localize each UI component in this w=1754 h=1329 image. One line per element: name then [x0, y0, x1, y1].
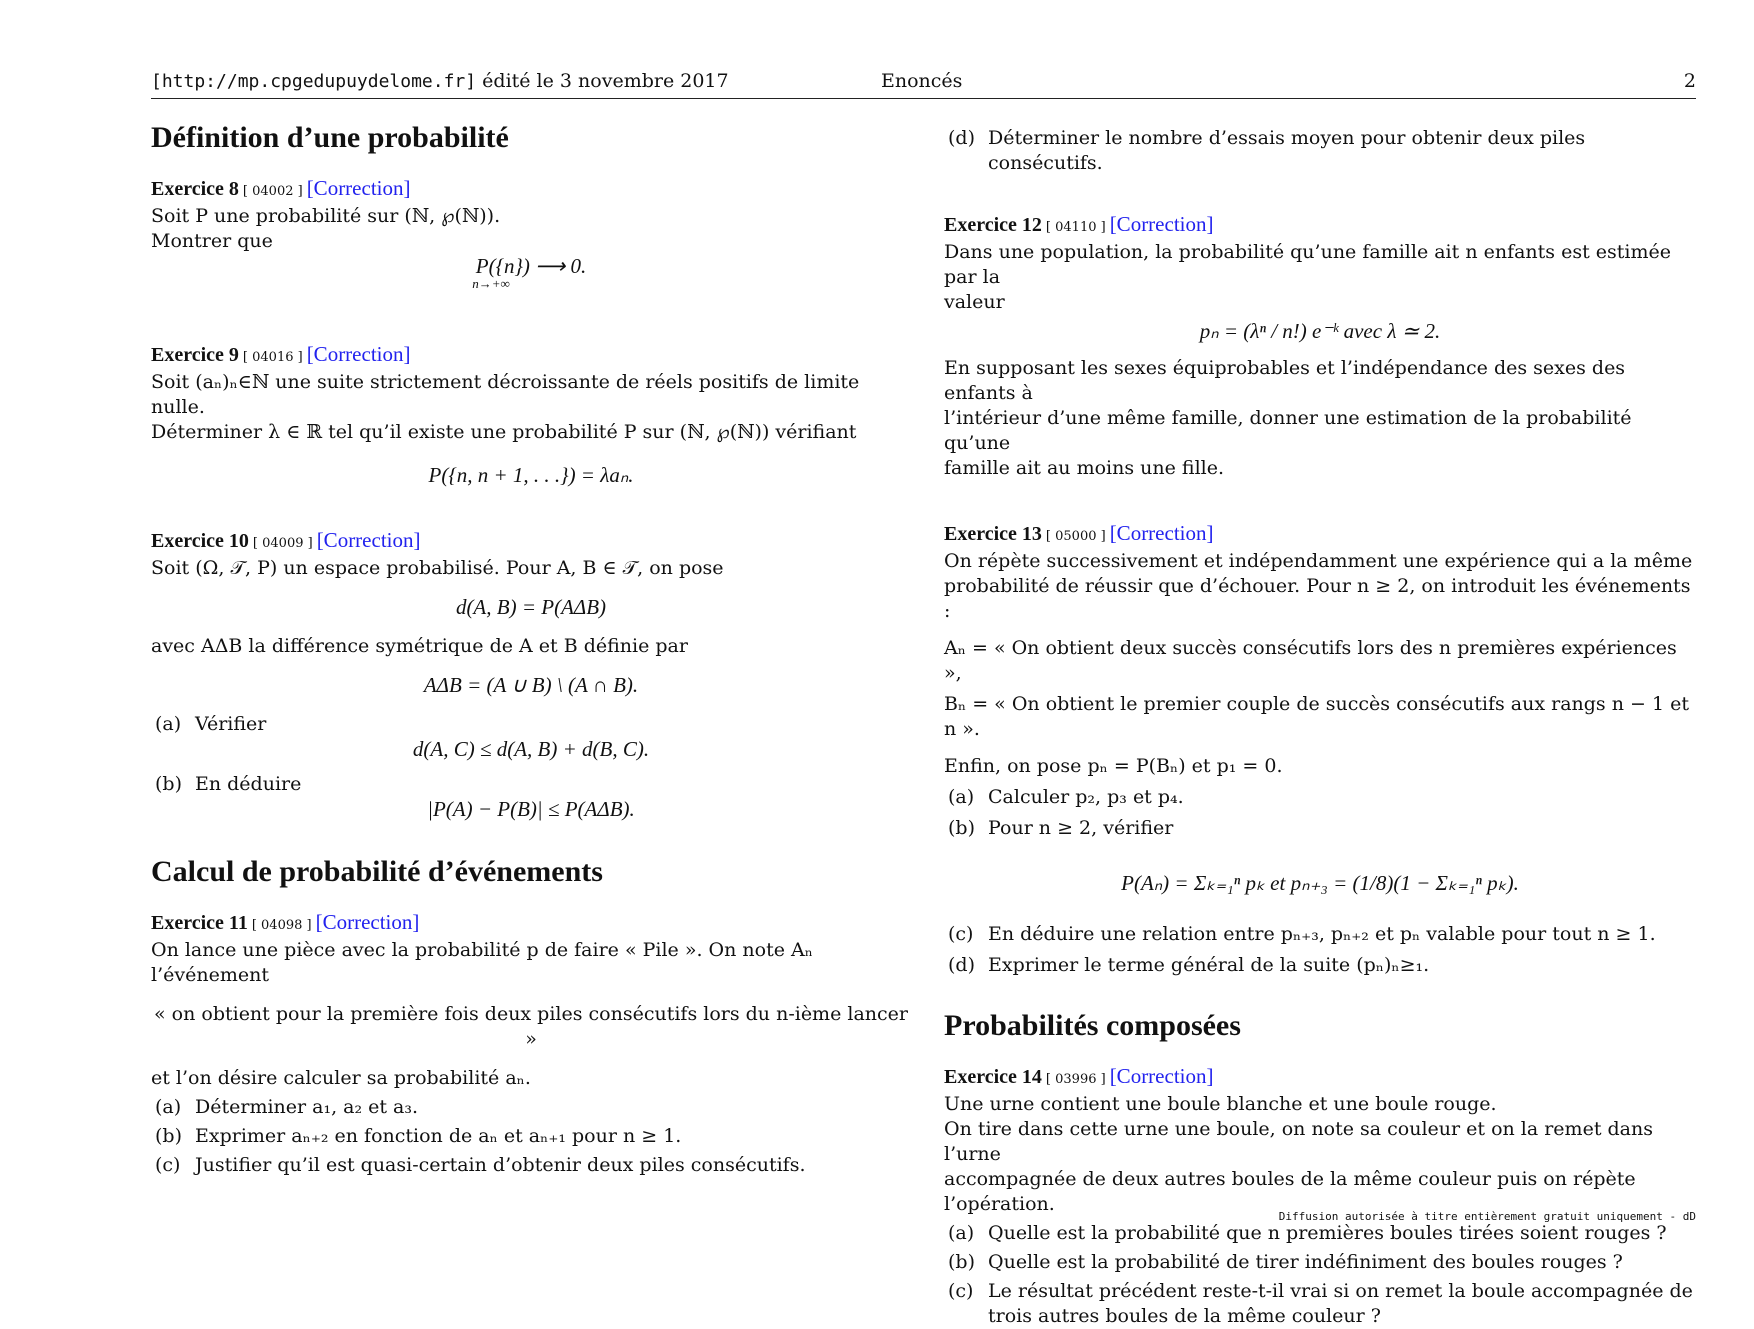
formula: |P(A) − P(B)| ≤ P(AΔB). — [427, 797, 635, 821]
text-line: probabilité de réussir que d’échouer. Pour n ≥ 2, on introduit les événements : — [944, 575, 1691, 622]
header-edited: édité le 3 novembre 2017 — [482, 70, 729, 92]
correction-link[interactable]: [Correction] — [315, 910, 420, 934]
formula: Aₙ = « On obtient deux succès consécutifs lors des n premières expériences », — [944, 637, 1677, 684]
exercise-title: Exercice 8 — [151, 178, 239, 200]
exercise-8 — [151, 176, 911, 306]
exercise-10 — [151, 528, 911, 822]
correction-link[interactable]: [Correction] — [306, 342, 411, 366]
formula: « on obtient pour la première fois deux piles consécutifs lors du n-ième lancer » — [154, 1003, 908, 1050]
text-line: l’intérieur d’une même famille, donner une estimation de la probabilité qu’une — [944, 407, 1632, 454]
exercise-id: [ 04009 ] — [252, 536, 313, 551]
formula: d(A, B) = P(AΔB) — [455, 595, 607, 619]
list-item: (c) En déduire une relation entre pₙ₊₃, pₙ₊₂ et pₙ valable pour tout n ≥ 1. — [948, 923, 1656, 945]
correction-link[interactable]: [Correction] — [1109, 521, 1214, 545]
formula: pₙ = (λⁿ / n!) e⁻ᵏ avec λ ≃ 2. — [1199, 319, 1441, 343]
right-column — [944, 118, 1696, 1329]
list-item: (b) Exprimer aₙ₊₂ en fonction de aₙ et aₙ₊₁ pour n ≥ 1. — [155, 1125, 682, 1147]
exercise-id: [ 04110 ] — [1045, 220, 1106, 235]
list-item: (a) Déterminer a₁, a₂ et a₃. — [155, 1096, 419, 1118]
header-center: Enoncés — [881, 70, 963, 92]
exercise-title: Exercice 14 — [944, 1066, 1042, 1088]
formula: AΔB = (A ∪ B) \ (A ∩ B). — [423, 673, 639, 697]
left-column — [151, 118, 911, 1178]
exercise-title: Exercice 12 — [944, 214, 1042, 236]
header-left — [151, 70, 729, 92]
text-line: Dans une population, la probabilité qu’une famille ait n enfants est estimée par la — [944, 241, 1671, 288]
text-line: famille ait au moins une fille. — [944, 457, 1224, 479]
exercise-title: Exercice 11 — [151, 912, 248, 934]
list-item: (b) En déduire — [155, 773, 302, 795]
exercise-title: Exercice 9 — [151, 344, 239, 366]
page-footer: Diffusion autorisée à titre entièrement gratuit uniquement - dD — [1278, 1210, 1696, 1223]
formula: d(A, C) ≤ d(A, B) + d(B, C). — [412, 737, 650, 761]
text-line: Soit P une probabilité sur (ℕ, ℘(ℕ)). — [151, 205, 501, 227]
exercise-id: [ 03996 ] — [1045, 1072, 1106, 1087]
exercise-14 — [944, 1064, 1696, 1329]
correction-link[interactable]: [Correction] — [1109, 1064, 1214, 1088]
header-url[interactable]: [http://mp.cpgedupuydelome.fr] — [151, 71, 477, 92]
exercise-id: [ 04098 ] — [251, 918, 312, 933]
text-line: Une urne contient une boule blanche et une boule rouge. — [944, 1093, 1497, 1115]
list-item: (a) Vérifier — [155, 713, 267, 735]
list-item: (b) Quelle est la probabilité de tirer indéfiniment des boules rouges ? — [948, 1251, 1623, 1273]
list-item: (a) Quelle est la probabilité que n premières boules tirées soient rouges ? — [948, 1222, 1667, 1244]
text-line: Soit (Ω, 𝒯, P) un espace probabilisé. Pour A, B ∈ 𝒯, on pose — [151, 557, 724, 579]
correction-link[interactable]: [Correction] — [306, 176, 411, 200]
formula: P(Aₙ) = Σₖ₌₁ⁿ pₖ et pₙ₊₃ = (1/8)(1 − Σₖ₌₁ⁿ pₖ). — [1121, 871, 1519, 895]
formula: P({n, n + 1, . . .}) = λaₙ. — [428, 463, 634, 487]
exercise-id: [ 05000 ] — [1045, 529, 1106, 544]
text-line: Montrer que — [151, 230, 273, 252]
section-title: Calcul de probabilité d’événements — [151, 855, 603, 888]
text-line: et l’on désire calculer sa probabilité aₙ. — [151, 1067, 531, 1089]
section-title: Définition d’une probabilité — [151, 121, 509, 154]
text-line: avec AΔB la différence symétrique de A et B définie par — [151, 635, 688, 657]
list-item: (c) Le résultat précédent reste-t-il vrai si on remet la boule accompagnée de trois autres boules de la même couleur ? — [948, 1280, 1693, 1327]
list-item: (b) Pour n ≥ 2, vérifier — [948, 817, 1174, 839]
formula: Bₙ = « On obtient le premier couple de succès consécutifs aux rangs n − 1 et n ». — [944, 693, 1689, 740]
list-item: (d) Exprimer le terme général de la suite (pₙ)ₙ≥₁. — [948, 954, 1430, 976]
exercise-title: Exercice 10 — [151, 530, 249, 552]
exercise-9 — [151, 342, 911, 488]
exercise-12 — [944, 212, 1696, 481]
exercise-title: Exercice 13 — [944, 523, 1042, 545]
list-item: (a) Calculer p₂, p₃ et p₄. — [948, 786, 1184, 808]
text-line: En supposant les sexes équiprobables et l’indépendance des sexes des enfants à — [944, 357, 1626, 404]
list-item: (c) Justifier qu’il est quasi-certain d’obtenir deux piles consécutifs. — [155, 1154, 806, 1176]
page-header — [151, 70, 1696, 99]
formula: P({n}) ⟶ 0. $^{n\to+\infty}$ — [472, 254, 587, 291]
text-line: On lance une pièce avec la probabilité p de faire « Pile ». On note Aₙ l’événement — [151, 939, 813, 986]
correction-link[interactable]: [Correction] — [1109, 212, 1214, 236]
section-title: Probabilités composées — [944, 1009, 1241, 1042]
text-line: accompagnée de deux autres boules de la même couleur puis on répète l’opération. — [944, 1168, 1636, 1215]
exercise-id: [ 04016 ] — [242, 350, 303, 365]
text-line: valeur — [944, 291, 1005, 313]
exercise-13 — [944, 521, 1696, 978]
page-number: 2 — [1683, 70, 1696, 92]
text-line: On tire dans cette urne une boule, on note sa couleur et on la remet dans l’urne — [944, 1118, 1653, 1165]
correction-link[interactable]: [Correction] — [316, 528, 421, 552]
text-line: Enfin, on pose pₙ = P(Bₙ) et p₁ = 0. — [944, 755, 1283, 777]
exercise-id: [ 04002 ] — [242, 184, 303, 199]
list-item: (d) Déterminer le nombre d’essais moyen pour obtenir deux piles consécutifs. — [948, 127, 1586, 174]
text-line: Soit (aₙ)ₙ∈ℕ une suite strictement décroissante de réels positifs de limite nulle. — [151, 371, 860, 418]
text-line: Déterminer λ ∈ ℝ tel qu’il existe une probabilité P sur (ℕ, ℘(ℕ)) vérifiant — [151, 421, 857, 443]
text-line: On répète successivement et indépendamment une expérience qui a la même — [944, 550, 1693, 572]
exercise-11 — [151, 910, 911, 1178]
